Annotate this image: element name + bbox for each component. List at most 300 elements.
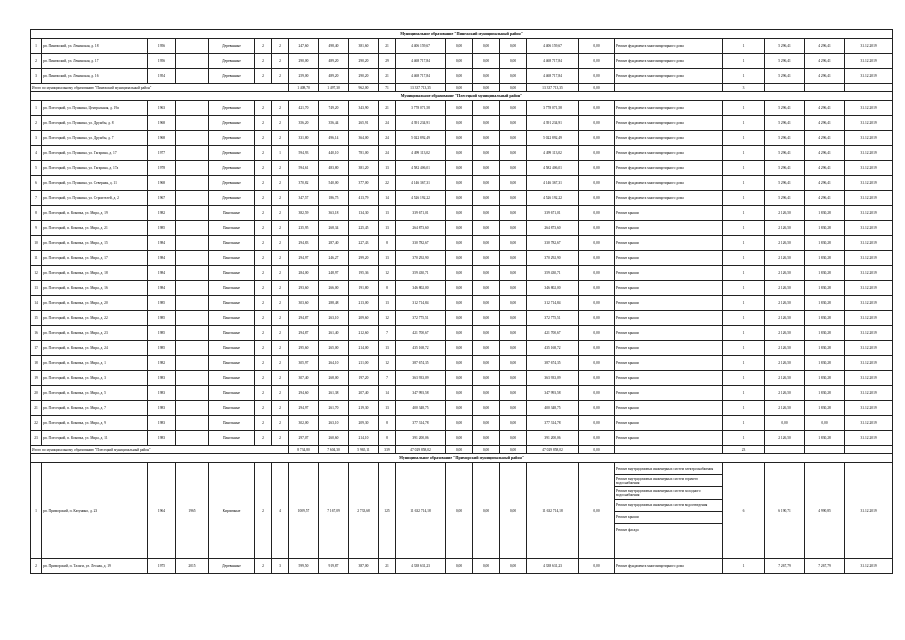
completion-date: 31.12.2019: [845, 251, 893, 266]
living-area: 261,38: [319, 386, 349, 401]
total-cost: 11 632 714,18: [527, 463, 579, 559]
row-number: 8: [31, 206, 42, 221]
work-count: 1: [723, 416, 765, 431]
work-type: Ремонт фундамента многоквартирного дома: [615, 161, 723, 176]
work-type-item: Ремонт внутридомовых инженерных систем горячего водоснабжения: [615, 475, 722, 487]
floors: 2: [255, 69, 272, 84]
living-area: 246,27: [319, 251, 349, 266]
total-cost: 4 468 717,84: [527, 69, 579, 84]
year-built: 1968: [148, 131, 176, 146]
entrances: 2: [272, 371, 289, 386]
wall-material: Деревянные: [209, 191, 255, 206]
living-area: 919,87: [319, 559, 349, 574]
year-commissioned: 2015: [176, 559, 209, 574]
total-a1: 1 408,70: [289, 84, 319, 92]
year-commissioned: [176, 296, 209, 311]
residents: 13: [379, 296, 396, 311]
living-area: 496,14: [319, 131, 349, 146]
wall-material: Панельные: [209, 371, 255, 386]
living-area: 7 167,09: [319, 463, 349, 559]
non-living-area: 290,20: [349, 54, 379, 69]
work-count: 1: [723, 371, 765, 386]
owner-funds: 0,00: [579, 116, 615, 131]
completion-date: 31.12.2019: [845, 69, 893, 84]
completion-date: 31.12.2019: [845, 296, 893, 311]
fund-federal: 0,00: [446, 236, 473, 251]
cost: 4 468 717,84: [396, 54, 446, 69]
limit-price: 4 296,41: [805, 176, 845, 191]
floors: 2: [255, 191, 272, 206]
year-built: 1956: [148, 54, 176, 69]
entrances: 2: [272, 296, 289, 311]
residents: 13: [379, 161, 396, 176]
residents: 13: [379, 401, 396, 416]
total-area: 356,20: [289, 116, 319, 131]
entrances: 4: [272, 463, 289, 559]
entrances: 2: [272, 236, 289, 251]
fund-local: 0,00: [500, 266, 527, 281]
unit-price: 2 126,50: [765, 251, 805, 266]
work-type: Ремонт фундамента многоквартирного дома: [615, 116, 723, 131]
entrances: 2: [272, 101, 289, 116]
owner-funds: 0,00: [579, 356, 615, 371]
fund-regional: 0,00: [473, 356, 500, 371]
entrances: 3: [272, 559, 289, 574]
fund-local: 0,00: [500, 221, 527, 236]
work-count: 1: [723, 236, 765, 251]
year-built: 1985: [148, 221, 176, 236]
work-count: 1: [723, 296, 765, 311]
work-type: Ремонт фундамента многоквартирного дома: [615, 39, 723, 54]
fund-local: 0,00: [500, 176, 527, 191]
owner-funds: 0,00: [579, 386, 615, 401]
year-built: 1978: [148, 161, 176, 176]
total-cost: 372 775,51: [527, 311, 579, 326]
entrances: 2: [272, 401, 289, 416]
year-built: 1954: [148, 69, 176, 84]
residents: 14: [379, 191, 396, 206]
living-area: 268,00: [319, 371, 349, 386]
year-built: 1985: [148, 296, 176, 311]
fund-regional: 0,00: [473, 431, 500, 446]
living-area: 489,20: [319, 54, 349, 69]
cost: 346 802,00: [396, 281, 446, 296]
work-count: 1: [723, 101, 765, 116]
fund-local: 0,00: [500, 39, 527, 54]
unit-price: 2 126,50: [765, 356, 805, 371]
fund-federal: 0,00: [446, 326, 473, 341]
owner-funds: 0,00: [579, 326, 615, 341]
unit-price: 2 126,50: [765, 401, 805, 416]
work-type: Ремонт крыши: [615, 341, 723, 356]
floors: 2: [255, 101, 272, 116]
entrances: 2: [272, 54, 289, 69]
wall-material: Панельные: [209, 386, 255, 401]
address: рп. Плесецкий, ул. Пушкина, ул. Строителей, д. 2: [42, 191, 148, 206]
fund-federal: 0,00: [446, 559, 473, 574]
unit-price: 2 126,50: [765, 236, 805, 251]
limit-price: 1 830,28: [805, 371, 845, 386]
limit-price: 4 296,41: [805, 39, 845, 54]
total-cost: 312 714,84: [527, 296, 579, 311]
floors: 2: [255, 296, 272, 311]
year-commissioned: [176, 206, 209, 221]
total-cost: 370 292,90: [527, 251, 579, 266]
total-area: 294,60: [289, 386, 319, 401]
fund-regional: 0,00: [473, 266, 500, 281]
table-row: [31, 236, 893, 251]
non-living-area: 211,00: [349, 356, 379, 371]
limit-price: 1 830,28: [805, 266, 845, 281]
row-number: 4: [31, 146, 42, 161]
work-type: Ремонт фундамента многоквартирного дома: [615, 176, 723, 191]
table-row: [31, 326, 893, 341]
total-cost: 346 802,00: [527, 281, 579, 296]
non-living-area: 213,00: [349, 296, 379, 311]
year-commissioned: [176, 39, 209, 54]
owner-funds: 0,00: [579, 191, 615, 206]
total-work-blank: [615, 446, 723, 454]
cost: 339 671,01: [396, 206, 446, 221]
table-row: [31, 559, 893, 574]
residents: 21: [379, 559, 396, 574]
total-cost: 3 778 071,58: [527, 101, 579, 116]
total-area: 599,50: [289, 559, 319, 574]
non-living-area: 227,43: [349, 236, 379, 251]
total-cost: 4 338 631,23: [527, 559, 579, 574]
wall-material: Панельные: [209, 401, 255, 416]
entrances: 2: [272, 311, 289, 326]
fund-federal: 0,00: [446, 39, 473, 54]
residents: 12: [379, 356, 396, 371]
address: рп. Плесецкий, п. Коковка, ул. Мира, д. 18: [42, 266, 148, 281]
fund-federal: 0,00: [446, 206, 473, 221]
unit-price: 0,00: [765, 416, 805, 431]
floors: 2: [255, 116, 272, 131]
non-living-area: 209,30: [349, 416, 379, 431]
fund-local: 0,00: [500, 356, 527, 371]
year-commissioned: [176, 281, 209, 296]
cost: 372 775,51: [396, 311, 446, 326]
residents: 13: [379, 221, 396, 236]
fund-federal: 0,00: [446, 311, 473, 326]
non-living-area: 212,60: [349, 326, 379, 341]
residents: 8: [379, 416, 396, 431]
residents: 21: [379, 101, 396, 116]
completion-date: 31.12.2019: [845, 176, 893, 191]
row-number: 23: [31, 431, 42, 446]
address: рп. Плесецкий, ул. Пушкина, ул. Гагарина, д. 17: [42, 146, 148, 161]
owner-funds: 0,00: [579, 463, 615, 559]
floors: 2: [255, 341, 272, 356]
cost: 5 022 892,49: [396, 131, 446, 146]
cost: 4 391 234,91: [396, 116, 446, 131]
total-cost: 347 993,58: [527, 386, 579, 401]
total-blank: [805, 84, 845, 92]
total-area: 1009,57: [289, 463, 319, 559]
fund-regional: 0,00: [473, 401, 500, 416]
work-type: Ремонт крыши: [615, 371, 723, 386]
floors: 2: [255, 266, 272, 281]
unit-price: 5 296,41: [765, 161, 805, 176]
work-type: Ремонт крыши: [615, 416, 723, 431]
year-commissioned: [176, 146, 209, 161]
living-area: 186,75: [319, 191, 349, 206]
fund-federal: 0,00: [446, 416, 473, 431]
total-area: 294,83: [289, 236, 319, 251]
table-row: [31, 101, 893, 116]
work-type-item: Ремонт фасада: [616, 527, 639, 532]
non-living-area: 377,00: [349, 176, 379, 191]
entrances: 2: [272, 39, 289, 54]
living-area: 540,00: [319, 176, 349, 191]
floors: 2: [255, 463, 272, 559]
floors: 2: [255, 146, 272, 161]
year-commissioned: [176, 191, 209, 206]
address: рп. Плесецкий, п. Коковка, ул. Мира, д. 20: [42, 296, 148, 311]
fund-regional: 0,00: [473, 416, 500, 431]
fund-local: 0,00: [500, 54, 527, 69]
total-cost: 13 337 713,35: [396, 84, 446, 92]
floors: 2: [255, 416, 272, 431]
owner-funds: 0,00: [579, 296, 615, 311]
residents: 8: [379, 281, 396, 296]
unit-price: 5 296,41: [765, 191, 805, 206]
total-v1: 0,00: [446, 84, 473, 92]
address: рп. Приморский, п. Талаги, ул. Лесная, д. 19: [42, 559, 148, 574]
year-commissioned: [176, 69, 209, 84]
row-number: 1: [31, 39, 42, 54]
entrances: 2: [272, 191, 289, 206]
cost: 363 933,09: [396, 371, 446, 386]
work-count: 1: [723, 161, 765, 176]
cost: 4 406 159,67: [396, 39, 446, 54]
table-row: [31, 386, 893, 401]
limit-price: 1 830,28: [805, 341, 845, 356]
year-commissioned: [176, 251, 209, 266]
floors: 2: [255, 236, 272, 251]
fund-local: 0,00: [500, 236, 527, 251]
year-built: 1985: [148, 311, 176, 326]
cost: 387 674,35: [396, 356, 446, 371]
year-commissioned: [176, 221, 209, 236]
total-area: 302,00: [289, 416, 319, 431]
fund-regional: 0,00: [473, 326, 500, 341]
residents: 7: [379, 326, 396, 341]
total-row: [31, 84, 893, 92]
total-area: 235,95: [289, 221, 319, 236]
unit-price: 2 126,50: [765, 296, 805, 311]
non-living-area: 413,79: [349, 191, 379, 206]
table-row: [31, 161, 893, 176]
non-living-area: 2 733,68: [349, 463, 379, 559]
wall-material: Панельные: [209, 236, 255, 251]
living-area: 288,48: [319, 296, 349, 311]
address: рп. Плесецкий, ул. Пушкина, Центральная, д. 19а: [42, 101, 148, 116]
non-living-area: 299,20: [349, 251, 379, 266]
total-label: Итого по муниципальному образованию "Плесецкий муниципальный район": [31, 446, 289, 454]
cost: 4 526 192,22: [396, 191, 446, 206]
year-built: 1984: [148, 266, 176, 281]
work-type: Ремонт крыши: [615, 386, 723, 401]
cost: 435 168,72: [396, 341, 446, 356]
entrances: 2: [272, 281, 289, 296]
year-commissioned: [176, 401, 209, 416]
wall-material: Деревянные: [209, 116, 255, 131]
wall-material: Кирпичные: [209, 463, 255, 559]
table-row: [31, 69, 893, 84]
total-cost: 4 582 406,01: [527, 161, 579, 176]
row-number: 3: [31, 69, 42, 84]
non-living-area: 197,20: [349, 371, 379, 386]
residents: 14: [379, 386, 396, 401]
fund-local: 0,00: [500, 191, 527, 206]
completion-date: 31.12.2019: [845, 236, 893, 251]
total-a3: 962,00: [349, 84, 379, 92]
total-cost: 4 526 192,22: [527, 191, 579, 206]
fund-local: 0,00: [500, 326, 527, 341]
cost: 4 582 406,01: [396, 161, 446, 176]
total-area: 421,70: [289, 101, 319, 116]
residents: 22: [379, 176, 396, 191]
unit-price: 2 126,50: [765, 431, 805, 446]
row-number: 5: [31, 161, 42, 176]
limit-price: 4 296,41: [805, 116, 845, 131]
work-count: 1: [723, 431, 765, 446]
fund-local: 0,00: [500, 251, 527, 266]
total-cost: 400 348,75: [527, 401, 579, 416]
total-cost: 421 700,67: [527, 326, 579, 341]
fund-regional: 0,00: [473, 311, 500, 326]
fund-federal: 0,00: [446, 69, 473, 84]
living-area: 268,34: [319, 221, 349, 236]
total-row: [31, 446, 893, 454]
work-count: 1: [723, 146, 765, 161]
floors: 2: [255, 326, 272, 341]
living-area: 260,60: [319, 431, 349, 446]
total-v2: 0,00: [473, 84, 500, 92]
table-row: [31, 191, 893, 206]
limit-price: 1 830,28: [805, 326, 845, 341]
unit-price: 5 296,41: [765, 146, 805, 161]
unit-price: 5 296,41: [765, 101, 805, 116]
year-built: 1964: [148, 463, 176, 559]
living-area: 263,10: [319, 311, 349, 326]
fund-federal: 0,00: [446, 356, 473, 371]
fund-local: 0,00: [500, 341, 527, 356]
work-type: Ремонт фундамента многоквартирного дома: [615, 54, 723, 69]
work-type: Ремонт крыши: [615, 401, 723, 416]
work-count: 1: [723, 116, 765, 131]
address: рп. Плесецкий, ул. Пушкина, ул. Дружбы, д. 7: [42, 131, 148, 146]
living-area: 483,80: [319, 161, 349, 176]
wall-material: Панельные: [209, 281, 255, 296]
unit-price: 5 296,41: [765, 131, 805, 146]
fund-federal: 0,00: [446, 176, 473, 191]
fund-regional: 0,00: [473, 281, 500, 296]
limit-price: 4 296,41: [805, 69, 845, 84]
fund-local: 0,00: [500, 116, 527, 131]
total-cost: 435 168,72: [527, 341, 579, 356]
total-cost: 47 029 858,02: [396, 446, 446, 454]
total-area: 294,87: [289, 326, 319, 341]
work-type-item: Ремонт крыши: [615, 512, 722, 524]
total-total: 13 337 713,35: [527, 84, 579, 92]
total-res: 71: [379, 84, 396, 92]
floors: 2: [255, 206, 272, 221]
residents: 13: [379, 251, 396, 266]
cost: 359 430,71: [396, 266, 446, 281]
non-living-area: 209,60: [349, 311, 379, 326]
cost: 11 632 714,18: [396, 463, 446, 559]
total-area: 293,60: [289, 281, 319, 296]
non-living-area: 191,80: [349, 281, 379, 296]
residents: 13: [379, 206, 396, 221]
owner-funds: 0,00: [579, 206, 615, 221]
address: рп. Плесецкий, п. Коковка, ул. Мира, д. 16: [42, 281, 148, 296]
fund-local: 0,00: [500, 386, 527, 401]
wall-material: Деревянные: [209, 69, 255, 84]
floors: 2: [255, 431, 272, 446]
completion-date: 31.12.2019: [845, 386, 893, 401]
row-number: 7: [31, 191, 42, 206]
entrances: 2: [272, 431, 289, 446]
total-total: 47 029 858,02: [527, 446, 579, 454]
entrances: 2: [272, 386, 289, 401]
living-area: 261,40: [319, 326, 349, 341]
address: рп. Плесецкий, п. Коковка, ул. Мира, д. 17: [42, 251, 148, 266]
cost: 391 200,06: [396, 431, 446, 446]
floors: 2: [255, 39, 272, 54]
table-row: [31, 416, 893, 431]
floors: 2: [255, 401, 272, 416]
fund-regional: 0,00: [473, 559, 500, 574]
total-work-blank: [615, 84, 723, 92]
completion-date: 31.12.2019: [845, 101, 893, 116]
unit-price: 2 126,50: [765, 281, 805, 296]
year-built: 1982: [148, 356, 176, 371]
completion-date: 31.12.2019: [845, 39, 893, 54]
address: рп. Плесецкий, ул. Пушкина, ул. Дружбы, д. 8: [42, 116, 148, 131]
work-type: Ремонт крыши: [615, 431, 723, 446]
fund-federal: 0,00: [446, 341, 473, 356]
wall-material: Панельные: [209, 356, 255, 371]
year-built: 1985: [148, 326, 176, 341]
completion-date: 31.12.2019: [845, 54, 893, 69]
fund-federal: 0,00: [446, 431, 473, 446]
unit-price: 5 296,41: [765, 39, 805, 54]
total-area: 370,82: [289, 176, 319, 191]
row-number: 2: [31, 116, 42, 131]
non-living-area: 381,60: [349, 39, 379, 54]
owner-funds: 0,00: [579, 311, 615, 326]
living-area: 265,00: [319, 341, 349, 356]
completion-date: 31.12.2019: [845, 161, 893, 176]
fund-regional: 0,00: [473, 191, 500, 206]
living-area: 498,40: [319, 39, 349, 54]
work-count: 1: [723, 69, 765, 84]
year-commissioned: [176, 356, 209, 371]
work-type: Ремонт крыши: [615, 266, 723, 281]
wall-material: Деревянные: [209, 39, 255, 54]
wall-material: Панельные: [209, 206, 255, 221]
fund-regional: 0,00: [473, 69, 500, 84]
table-row: [31, 371, 893, 386]
address: рп. Плесецкий, п. Коковка, ул. Мира, д. 9: [42, 416, 148, 431]
fund-regional: 0,00: [473, 236, 500, 251]
wall-material: Деревянные: [209, 131, 255, 146]
total-v1: 0,00: [446, 446, 473, 454]
